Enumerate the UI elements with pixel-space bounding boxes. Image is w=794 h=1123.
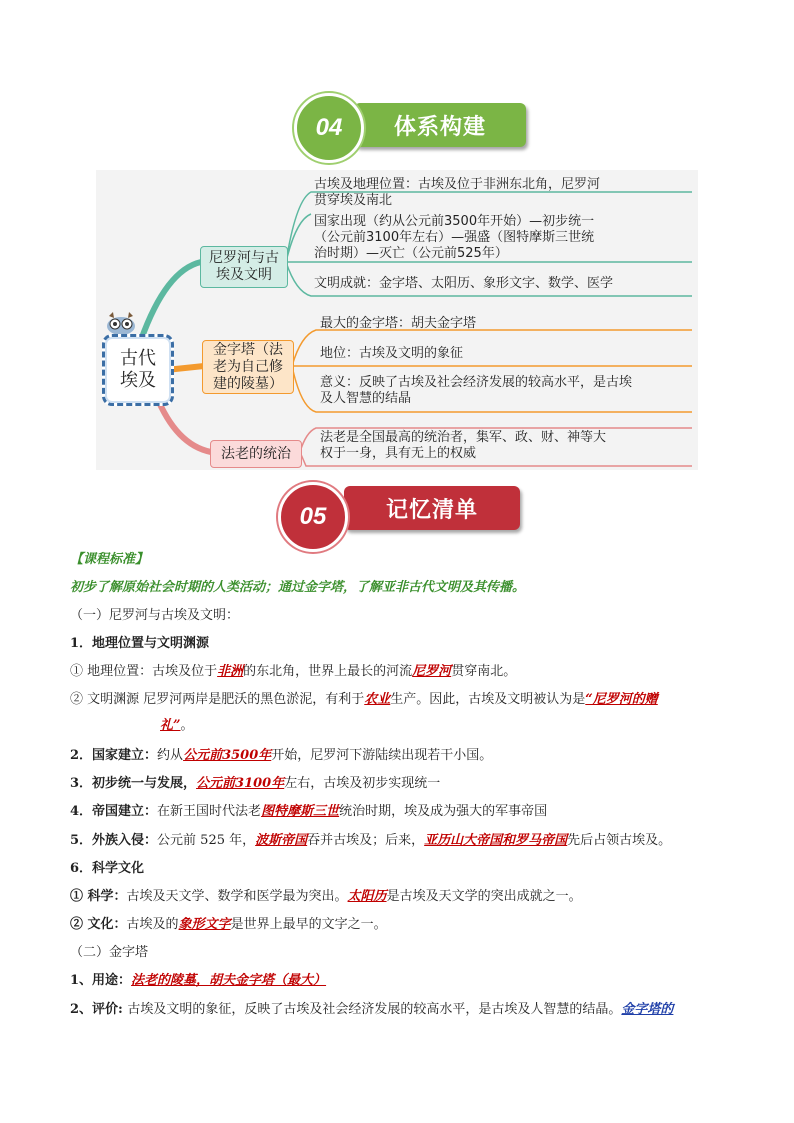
line-pyramid-use: 1、用途：法老的陵墓，胡夫金字塔（最大） <box>70 973 327 988</box>
section-05-banner <box>272 484 524 544</box>
section-05-title: 记忆清单 <box>344 486 520 530</box>
leaf-achievements: 文明成就：金字塔、太阳历、象形文字、数学、医学 <box>314 276 614 291</box>
line-geography: ① 地理位置：古埃及位于非洲的东北角，世界上最长的河流尼罗河贯穿南北。 <box>70 664 517 679</box>
heading-science-culture: 6．科学文化 <box>70 861 145 876</box>
section-05-number: 05 <box>278 482 348 552</box>
branch-pharaoh-rule: 法老的统治 <box>210 440 302 468</box>
leaf-largest-pyramid: 最大的金字塔：胡夫金字塔 <box>320 316 477 331</box>
section-04-banner <box>284 95 530 157</box>
line-culture: ② 文化：古埃及的象形文字是世界上最早的文字之一。 <box>70 917 387 932</box>
line-state-founding: 2．国家建立：约从公元前3500年开始，尼罗河下游陆续出现若干小国。 <box>70 748 493 763</box>
mind-map-root: 古代 埃及 <box>102 334 174 406</box>
owl-icon <box>104 310 138 336</box>
leaf-state-formation: 国家出现（约从公元前3500年开始）—初步统一 （公元前3100年左右）—强盛（图特摩斯三世统 治时期）—灭亡（公元前525年） <box>314 214 595 261</box>
mind-map <box>96 170 698 470</box>
line-unification: 3．初步统一与发展，公元前3100年左右，古埃及初步实现统一 <box>70 776 441 791</box>
line-civilization-origin-cont: 礼”。 <box>160 718 194 733</box>
course-standard-text: 初步了解原始社会时期的人类活动；通过金字塔，了解亚非古代文明及其传播。 <box>70 580 526 595</box>
course-standard-heading: 【课程标准】 <box>70 552 149 567</box>
line-pyramid-evaluation: 2、评价: 古埃及文明的象征，反映了古埃及社会经济发展的较高水平，是古埃及人智慧的结晶。金字塔的 <box>70 1002 674 1017</box>
line-science: ① 科学：古埃及天文学、数学和医学最为突出。太阳历是古埃及天文学的突出成就之一。 <box>70 889 582 904</box>
leaf-significance: 意义：反映了古埃及社会经济发展的较高水平，是古埃 及人智慧的结晶 <box>320 375 633 406</box>
leaf-pharaoh-power: 法老是全国最高的统治者，集军、政、财、神等大 权于一身，具有无上的权威 <box>320 430 607 461</box>
line-civilization-origin: ② 文明渊源 尼罗河两岸是肥沃的黑色淤泥，有利于农业生产。因此，古埃及文明被认为是“尼罗河的赠 <box>70 692 658 707</box>
leaf-geography: 古埃及地理位置：古埃及位于非洲东北角，尼罗河 贯穿埃及南北 <box>314 177 601 208</box>
branch-nile-civilization: 尼罗河与古 埃及文明 <box>200 246 288 288</box>
part-1-heading: （一）尼罗河与古埃及文明： <box>70 608 240 623</box>
section-04-number: 04 <box>294 93 364 163</box>
leaf-status: 地位：古埃及文明的象征 <box>320 346 464 361</box>
line-invasion: 5．外族入侵：公元前 525 年，波斯帝国吞并古埃及；后来，亚历山大帝国和罗马帝国先后占领古埃及。 <box>70 833 672 848</box>
branch-pyramids: 金字塔（法 老为自己修 建的陵墓） <box>202 340 294 394</box>
part-2-heading: （二）金字塔 <box>70 945 149 960</box>
line-empire: 4．帝国建立：在新王国时代法老图特摩斯三世统治时期，埃及成为强大的军事帝国 <box>70 804 548 819</box>
heading-geography-origin: 1．地理位置与文明渊源 <box>70 636 210 651</box>
section-04-title: 体系构建 <box>354 103 526 147</box>
